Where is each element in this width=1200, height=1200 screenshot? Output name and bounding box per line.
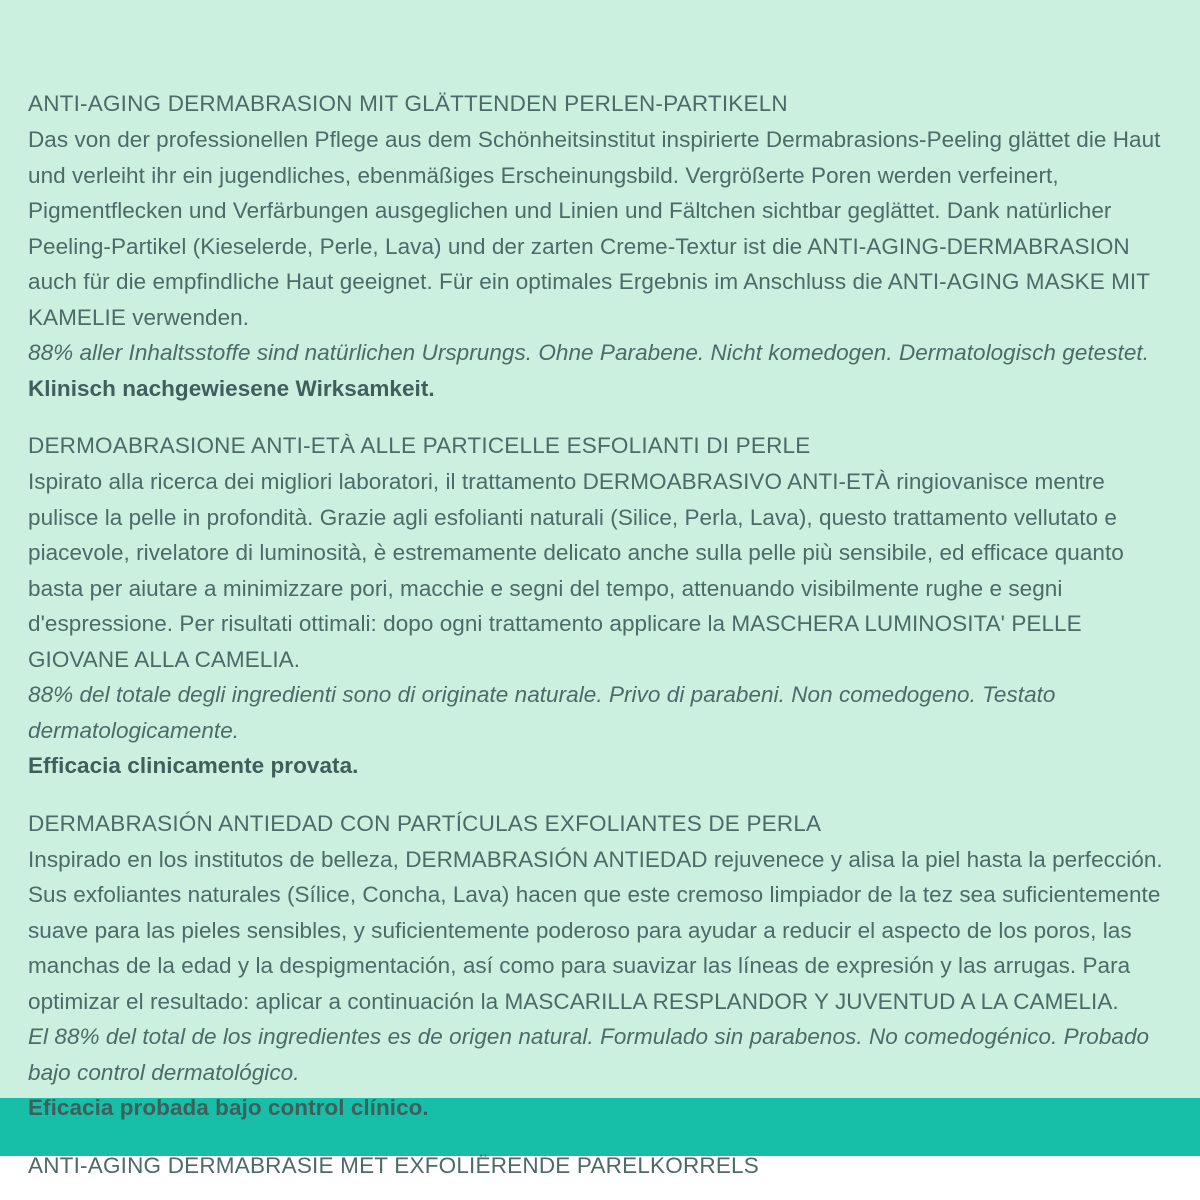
section-body-italian: Ispirato alla ricerca dei migliori laboratori, il trattamento DERMOABRASIVO ANTI-ETÀ ringiovanisce mentre pulisce la pelle in profondità. Grazie agli esfolianti naturali (Silice, Perla, Lava), questo trattamento vellutato e piacevole, rivelatore di luminosità, è estremamente delicato anche sulla pelle più sensibile, ed efficace quanto basta per aiutare a minimizzare pori, macchie e segni del tempo, attenuando visibilmente rughe e segni d'espressione. Per risultati ottimali: dopo ogni trattamento applicare la MASCHERA LUMINOSITA' PELLE GIOVANE ALLA CAMELIA. [28, 469, 1124, 672]
section-italian [28, 428, 1178, 784]
section-claims-italian: 88% del totale degli ingredienti sono di originate naturale. Privo di parabeni. Non comedogeno. Testato dermatologicamente. [28, 682, 1056, 743]
section-heading-spanish: DERMABRASIÓN ANTIEDAD CON PARTÍCULAS EXFOLIANTES DE PERLA [28, 810, 822, 836]
section-spanish [28, 806, 1178, 1126]
section-body-german: Das von der professionellen Pflege aus dem Schönheitsinstitut inspirierte Dermabrasions-Peeling glättet die Haut und verleiht ihr ein jugendliches, ebenmäßiges Erscheinungsbild. Vergrößerte Poren werden verfeinert, Pigmentflecken und Verfärbungen ausgeglichen und Linien und Fältchen sichtbar geglättet. Dank natürlicher Peeling-Partikel (Kieselerde, Perle, Lava) und der zarten Creme-Textur ist die ANTI-AGING-DERMABRASION auch für die empfindliche Haut geeignet. Für ein optimales Ergebnis im Anschluss die ANTI-AGING MASKE MIT KAMELIE verwenden. [28, 127, 1161, 330]
section-efficacy-german: Klinisch nachgewiesene Wirksamkeit. [28, 375, 435, 401]
section-heading-dutch: ANTI-AGING DERMABRASIE MET EXFOLIËRENDE PARELKORRELS [28, 1152, 759, 1178]
section-heading-german: ANTI-AGING DERMABRASION MIT GLÄTTENDEN PERLEN-PARTIKELN [28, 91, 788, 116]
section-heading-italian: DERMOABRASIONE ANTI-ETÀ ALLE PARTICELLE ESFOLIANTI DI PERLE [28, 433, 811, 458]
section-claims-spanish: El 88% del total de los ingredientes es de origen natural. Formulado sin parabenos. No comedogénico. Probado bajo control dermatológico. [28, 1024, 1150, 1085]
section-german [28, 86, 1178, 406]
section-efficacy-italian: Efficacia clinicamente provata. [28, 753, 359, 778]
section-efficacy-spanish: Eficacia probada bajo control clínico. [28, 1095, 429, 1120]
section-body-spanish: Inspirado en los institutos de belleza, DERMABRASIÓN ANTIEDAD rejuvenece y alisa la piel hasta la perfección. Sus exfoliantes naturales (Sílice, Concha, Lava) hacen que este cremoso limpiador de la tez sea suficientemente suave para las pieles sensibles, y suficientemente poderoso para ayudar a reducir el aspecto de los poros, las manchas de la edad y la despigmentación, así como para suavizar las líneas de expresión y las arrugas. Para optimizar el resultado: aplicar a continuación la MASCARILLA RESPLANDOR Y JUVENTUD A LA CAMELIA. [28, 846, 1163, 1014]
section-claims-german: 88% aller Inhaltsstoffe sind natürlichen Ursprungs. Ohne Parabene. Nicht komedogen. Dermatologisch getestet. [28, 340, 1150, 365]
label-text-content [28, 86, 1178, 1184]
